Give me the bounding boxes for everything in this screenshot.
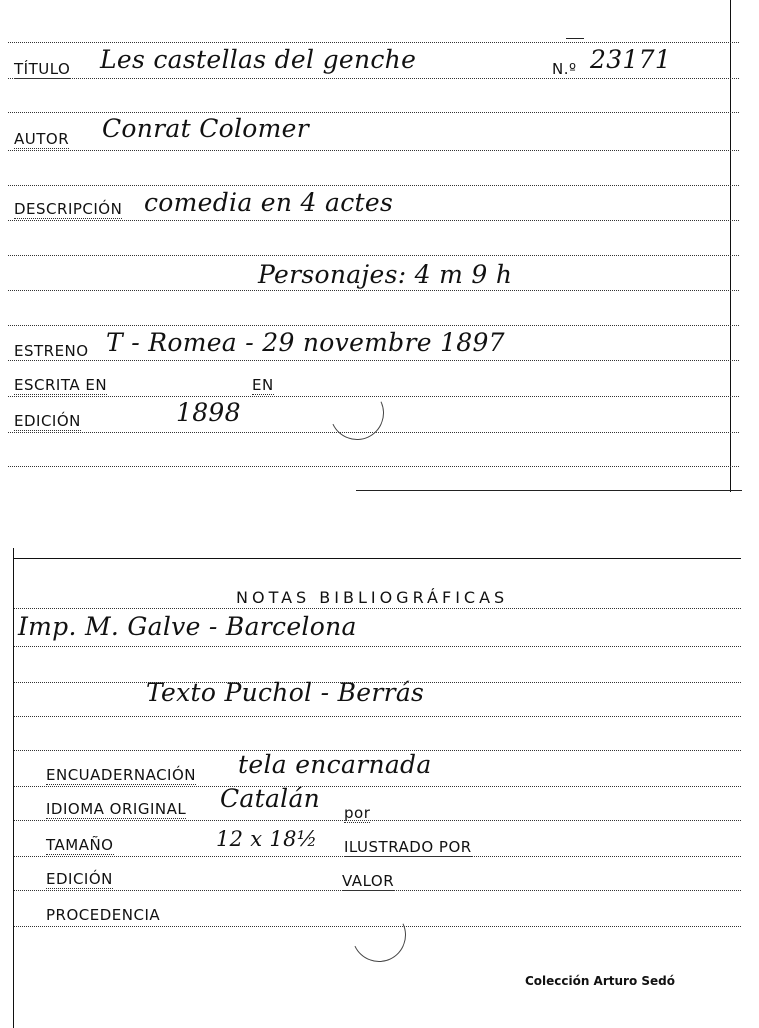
idioma-label: IDIOMA ORIGINAL xyxy=(46,800,187,818)
punch-hole-mark xyxy=(344,900,413,969)
ruled-line xyxy=(8,112,739,113)
ruled-line xyxy=(14,820,741,821)
ilustrado-por-label: ILUSTRADO POR xyxy=(344,838,472,856)
catalog-card-top xyxy=(0,0,759,500)
autor-value: Conrat Colomer xyxy=(102,114,310,143)
estreno-label: ESTRENO xyxy=(14,342,89,360)
ruled-line xyxy=(14,608,741,609)
ruled-line xyxy=(8,325,739,326)
encuadernacion-label: ENCUADERNACIÓN xyxy=(46,766,197,784)
encuadernacion-value: tela encarnada xyxy=(238,750,432,779)
card-bottom-left-edge xyxy=(13,548,14,1028)
card-bottom-top-edge xyxy=(13,558,741,559)
note-line-2: Texto Puchol - Berrás xyxy=(146,678,425,707)
edicion-value: 1898 xyxy=(176,398,241,427)
numero-value: 23171 xyxy=(590,45,672,74)
ruled-line xyxy=(8,220,739,221)
ruled-line xyxy=(8,290,739,291)
escrita-en-label: ESCRITA EN xyxy=(14,376,108,394)
ruled-line xyxy=(8,255,739,256)
ruled-line xyxy=(8,466,739,467)
ruled-line xyxy=(8,42,739,43)
personajes-value: Personajes: 4 m 9 h xyxy=(258,260,513,289)
ruled-line xyxy=(8,78,739,79)
edicion-label: EDICIÓN xyxy=(14,412,81,430)
descripcion-value: comedia en 4 actes xyxy=(144,188,394,217)
ruled-line xyxy=(14,716,741,717)
note-line-1: Imp. M. Galve - Barcelona xyxy=(18,612,357,641)
ruled-line xyxy=(14,646,741,647)
edicion-label-bottom: EDICIÓN xyxy=(46,870,113,888)
titulo-label: TÍTULO xyxy=(14,60,71,78)
notas-bibliograficas-title: NOTAS BIBLIOGRÁFICAS xyxy=(236,588,509,607)
idioma-value: Catalán xyxy=(220,784,321,813)
procedencia-label: PROCEDENCIA xyxy=(46,906,161,924)
pencil-mark xyxy=(566,38,584,39)
en-label: EN xyxy=(252,376,274,394)
ruled-line xyxy=(8,185,739,186)
valor-label: VALOR xyxy=(342,872,395,890)
tamano-label: TAMAÑO xyxy=(46,836,114,854)
por-label: por xyxy=(344,804,371,822)
descripcion-label: DESCRIPCIÓN xyxy=(14,200,123,218)
card-top-bottom-edge xyxy=(356,490,742,491)
estreno-value: T - Romea - 29 novembre 1897 xyxy=(106,328,505,357)
card-top-right-edge xyxy=(730,0,731,492)
autor-label: AUTOR xyxy=(14,130,70,148)
numero-label: N.º xyxy=(552,60,577,78)
punch-hole-mark xyxy=(322,378,391,447)
titulo-value: Les castellas del genche xyxy=(100,45,417,74)
ruled-line xyxy=(8,360,739,361)
ruled-line xyxy=(14,786,741,787)
tamano-value: 12 x 18½ xyxy=(216,827,318,851)
catalog-card-bottom xyxy=(0,548,759,1028)
ruled-line xyxy=(8,150,739,151)
collection-credit: Colección Arturo Sedó xyxy=(524,974,675,988)
